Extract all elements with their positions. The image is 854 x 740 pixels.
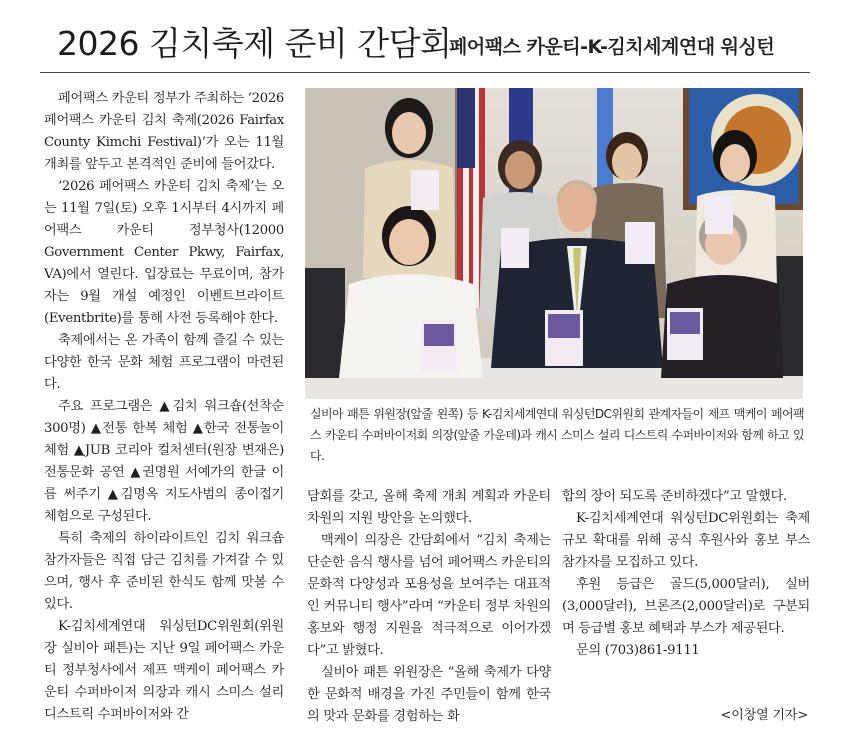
article-column-1 — [44, 88, 284, 726]
paragraph: 담회를 갖고, 올해 축제 개최 계획과 카운티 차원의 지원 방안을 논의했다. — [307, 489, 551, 526]
group-photo — [305, 88, 803, 399]
paragraph: 주요 프로그램은 ▲김치 워크숍(선착순 300명) ▲전통 한복 체험 ▲한국 전통놀이 체험 ▲JUB 코리아 컬처센터(원장 변재은) 전통문화 공연 ▲권명원 서예가의 한글 이름 써주기 ▲김명옥 지도사범의 종이접기 체험으로 구성된다. — [44, 399, 284, 524]
article-column-2 — [307, 486, 551, 728]
paragraph: K-김치세계연대 워싱턴DC위원회는 축제 규모 확대를 위해 공식 후원사와 홍보 부스 참가자를 모집하고 있다. — [562, 511, 810, 570]
paragraph: 축제에서는 온 가족이 함께 즐길 수 있는 다양한 한국 문화 체험 프로그램이 마련된다. — [44, 333, 284, 392]
photo-caption: 실비아 패튼 위원장(앞줄 왼쪽) 등 K-김치세계연대 워싱턴DC위원회 관계자들이 제프 맥케이 페어팩스 카운티 수퍼바이저회 의장(앞줄 가운데)과 캐시 스미스 설리 디스트릭 수퍼바이저와 함께 하고 있다. — [310, 407, 804, 463]
paragraph: 특히 축제의 하이라이트인 김치 워크숍 참가자들은 직접 담근 김치를 가져갈 수 있으며, 행사 후 준비된 한식도 함께 맛볼 수 있다. — [44, 531, 284, 612]
headline: 2026 김치축제 준비 간담회 — [57, 24, 452, 63]
paragraph: 합의 장이 되도록 준비하겠다”고 말했다. — [562, 489, 787, 504]
subheadline: 페어팩스 카운티-K-김치세계연대 워싱턴 — [449, 36, 775, 58]
paragraph: 페어팩스 카운티 정부가 주최하는 ‘2026 페어팩스 카운티 김치 축제(2026 Fairfax County Kimchi Festival)’가 오는 11월 개최를 앞두고 본격적인 준비에 들어갔다. — [44, 91, 284, 172]
header-rule — [40, 72, 810, 73]
article-column-3 — [562, 486, 810, 662]
contact-line: 문의 (703)861-9111 — [576, 643, 700, 658]
paragraph: 후원 등급은 골드(5,000달러), 실버(3,000달러), 브론즈(2,000달러)로 구분되며 등급별 홍보 혜택과 부스가 제공된다. — [562, 577, 810, 636]
paragraph: ‘2026 페어팩스 카운티 김치 축제’는 오는 11월 7일(토) 오후 1시부터 4시까지 페어팩스 카운티 정부청사(12000 Government Center Pkwy, Fairfax, VA)에서 열린다. 입장료는 무료이며, 참가자는 9월 개설 예정인 이벤트브라이트(Eventbrite)를 통해 사전 등록해야 한다. — [44, 179, 284, 326]
paragraph: 맥케이 의장은 간담회에서 “김치 축제는 단순한 음식 행사를 넘어 페어팩스 카운티의 문화적 다양성과 포용성을 보여주는 대표적인 커뮤니티 행사”라며 “카운티 정부 차원의 홍보와 행정 지원을 적극적으로 이어가겠다”고 밝혔다. — [307, 533, 551, 658]
paragraph: K-김치세계연대 워싱턴DC위원회(위원장 실비아 패튼)는 지난 9일 페어팩스 카운티 정부청사에서 제프 맥케이 페어팩스 카운티 수퍼바이저 의장과 캐시 스미스 설리 디스트릭 수퍼바이저와 간 — [44, 619, 284, 722]
byline: <이창열 기자> — [720, 708, 808, 723]
paragraph: 실비아 패튼 위원장은 “올해 축제가 다양한 문화적 배경을 가진 주민들이 함께 한국의 맛과 문화를 경험하는 화 — [307, 665, 551, 724]
